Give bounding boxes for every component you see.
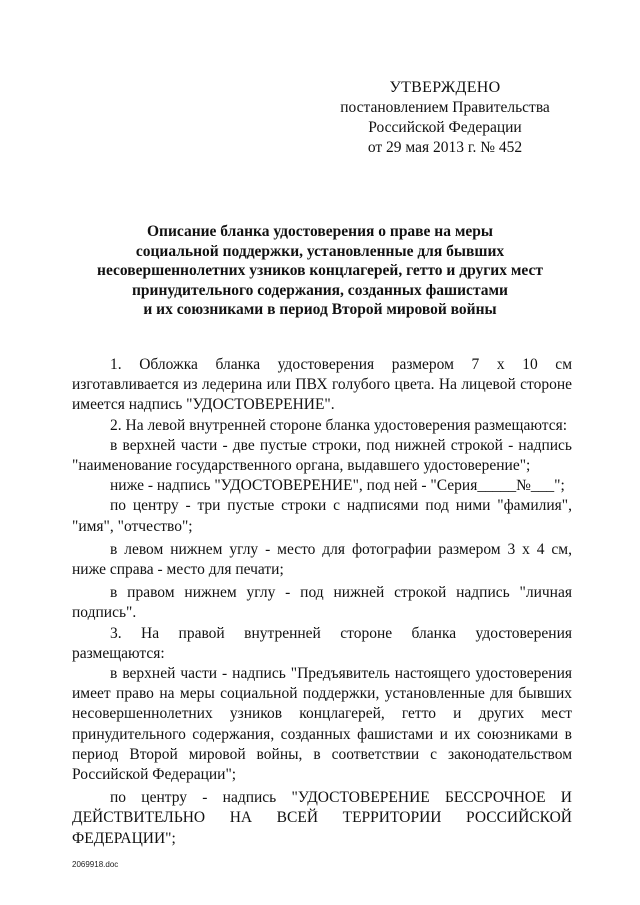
paragraph-right-center: по центру - надпись "УДОСТОВЕРЕНИЕ БЕССРОЧНОЕ И ДЕЙСТВИТЕЛЬНО НА ВСЕЙ ТЕРРИТОРИИ РОССИЙСКОЙ ФЕДЕРАЦИИ";: [72, 789, 572, 847]
title-line-2: социальной поддержки, установленные для бывших: [135, 242, 505, 260]
paragraph-left-bottom-left: в левом нижнем углу - место для фотографии размером 3 х 4 см, ниже справа - место для печати;: [72, 540, 572, 579]
paragraph-3-right-side: 3. На правой внутренней стороне бланка удостоверения размещаются:: [72, 624, 572, 662]
approval-block: [340, 78, 550, 158]
paragraph-left-bottom-right: в правом нижнем углу - под нижней строкой надпись "личная подпись".: [72, 584, 572, 622]
footer-filename: 2069918.doc: [72, 860, 119, 869]
paragraph-right-top: в верхней части - надпись "Предъявитель настоящего удостоверения имеет право на меры социальной поддержки, установленные для бывших несовершеннолетних узников концлагерей, гетто и других мест принудительного содержания, созданных фашистами и их союзниками в период Второй мировой войны, в соответствии с законодательством Российской Федерации";: [72, 665, 572, 784]
title-line-3: несовершеннолетних узников концлагерей, гетто и других мест: [97, 262, 543, 279]
approval-heading: УТВЕРЖДЕНО: [389, 79, 501, 96]
approval-line-3: от 29 мая 2013 г. № 452: [367, 139, 523, 156]
paragraph-left-center: по центру - три пустые строки с надписями под ними "фамилия", "имя", "отчество";: [72, 497, 572, 535]
approval-line-2: Российской Федерации: [368, 119, 522, 136]
paragraph-1-cover: 1. Обложка бланка удостоверения размером 7 х 10 см изготавливается из ледерина или ПВХ голубого цвета. На лицевой стороне имеется надпись "УДОСТОВЕРЕНИЕ".: [72, 356, 572, 414]
paragraph-left-below: ниже - надпись "УДОСТОВЕРЕНИЕ", под ней - "Серия_____№___";: [110, 477, 565, 495]
document-title: [60, 222, 580, 320]
title-line-5: и их союзниками в период Второй мировой войны: [143, 301, 497, 318]
title-line-4: принудительного содержания, созданных фашистами: [132, 281, 508, 299]
document-body: [72, 355, 572, 849]
paragraph-2-left-side: 2. На левой внутренней стороне бланка удостоверения размещаются:: [110, 416, 568, 434]
approval-line-1: постановлением Правительства: [340, 99, 550, 116]
paragraph-left-top: в верхней части - две пустые строки, под нижней строкой - надпись "наименование государственного органа, выдавшего удостоверение";: [72, 436, 572, 475]
title-line-1: Описание бланка удостоверения о праве на меры: [146, 223, 494, 240]
